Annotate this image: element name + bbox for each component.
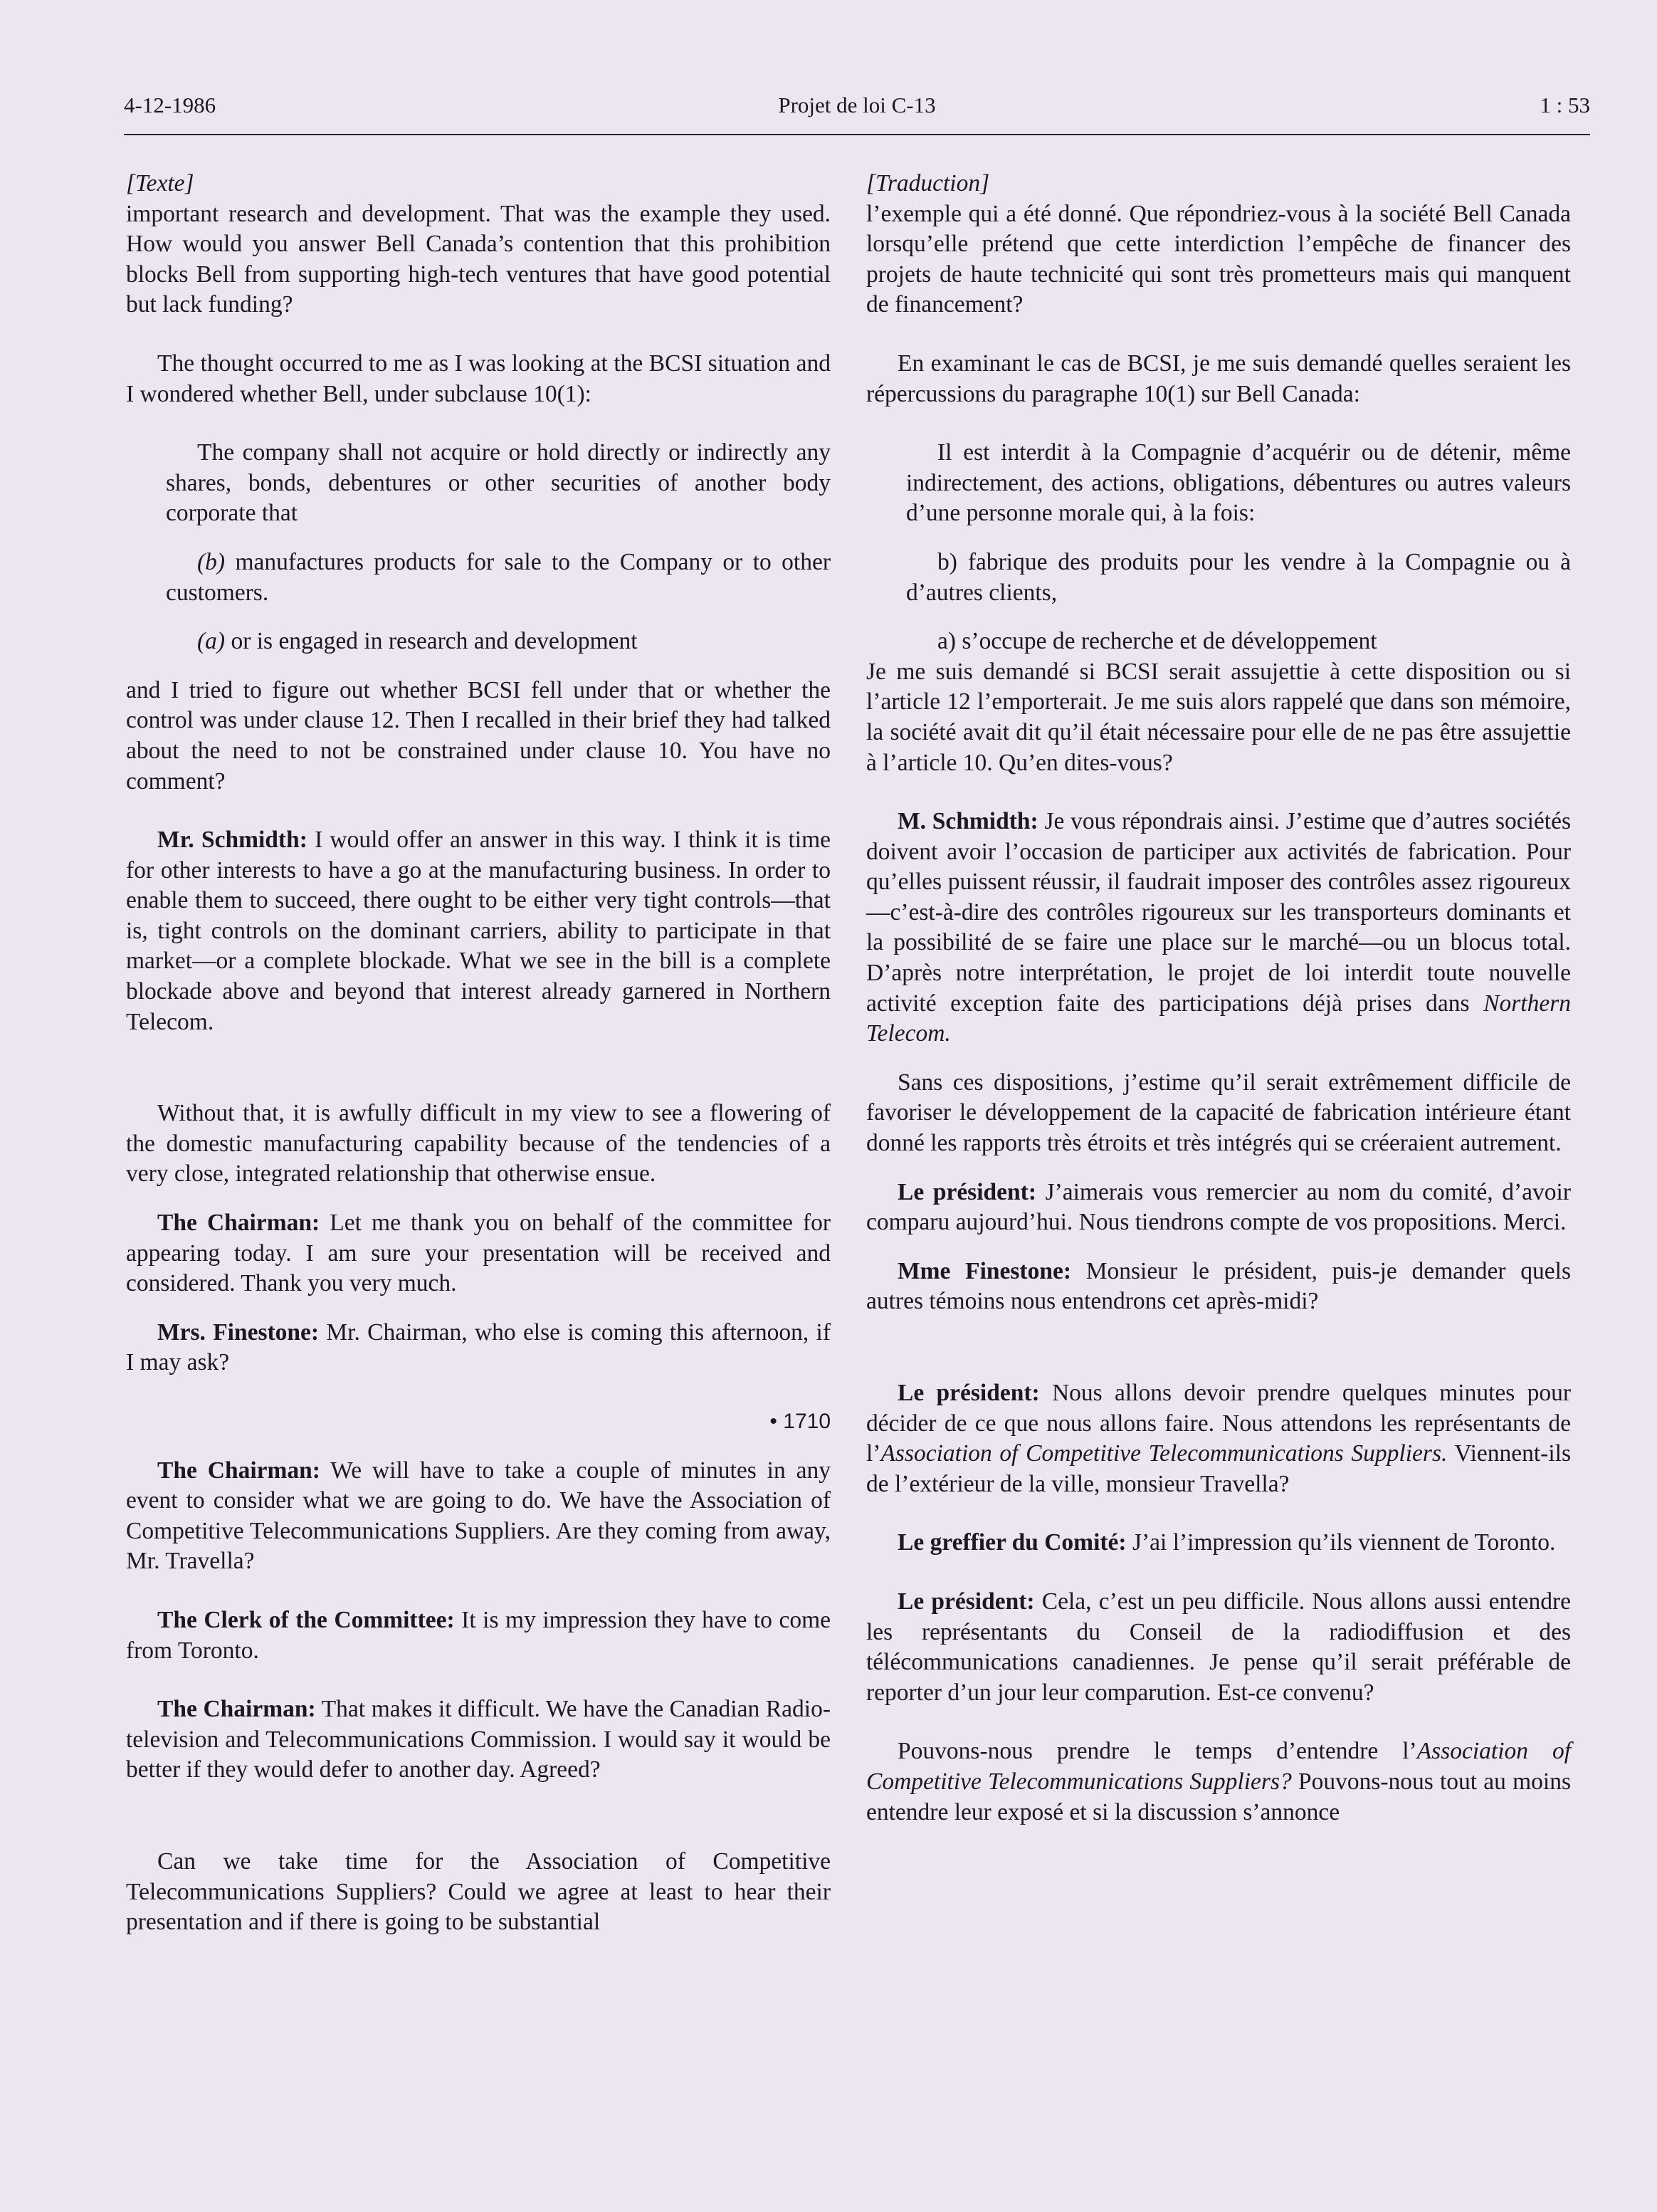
italic-text: Northern Telecom. (866, 990, 1571, 1047)
italic-text: Association of Competitive Telecommunications Suppliers? (866, 1738, 1571, 1795)
language-tag: [Texte] (126, 170, 194, 196)
header-page-number: 1 : 53 (1540, 93, 1590, 117)
speaker-name: Le président: (898, 1178, 1036, 1205)
speech: Mme Finestone: Monsieur le président, puis-je demander quels autres témoins nous entendrons cet après-midi? (866, 1257, 1571, 1315)
page-header (124, 93, 1590, 132)
speech: The Clerk of the Committee: It is my impression they have to come from Toronto. (126, 1606, 831, 1664)
speech: The Chairman: We will have to take a couple of minutes in any event to consider what we are going to do. We have the Association of Competitive Telecommunications Suppliers. Are they coming from away, Mr. Travella? (126, 1457, 831, 1575)
speech: Le président: Cela, c’est un peu difficile. Nous allons aussi entendre les représentants du Conseil de la radiodiffusion et des télécommunications canadiennes. Je pense qu’il serait préférable de reporter d’un jour leur comparution. Est-ce convenu? (866, 1588, 1571, 1706)
speaker-name: Le président: (898, 1380, 1040, 1406)
paragraph: Without that, it is awfully difficult in my view to see a flowering of the domestic manufacturing capability because of the tendencies of a very close, integrated relationship that otherwise ensue. (126, 1100, 831, 1188)
speech: The Chairman: That makes it difficult. We have the Canadian Radio-television and Telecommunications Commission. I would say it would be better if they would defer to another day. Agreed? (126, 1696, 831, 1783)
speaker-name: The Chairman: (157, 1210, 320, 1237)
speech: M. Schmidth: Je vous répondrais ainsi. J’estime que d’autres sociétés doivent avoir l’occasion de participer aux activités de fabrication. Pour qu’elles puissent réussir, il faudrait imposer des contrôles assez rigoureux—c’est-à-dire des contrôles rigoureux sur les transporteurs dominants et la possibilité de se faire une place sur le marché—ou un blocus total. D’après notre interprétation, le projet de loi interdit toute nouvelle activité exception faite des participations déjà prises dans Northern Telecom. (866, 808, 1571, 1047)
paragraph: and I tried to figure out whether BCSI fell under that or whether the control was under clause 12. Then I recalled in their brief they had talked about the need to not be constrained under clause 10. You have no comment? (126, 676, 831, 795)
speaker-name: M. Schmidth: (898, 808, 1038, 835)
paragraph: important research and development. That was the example they used. How would you answer Bell Canada’s contention that this prohibition blocks Bell from supporting high-tech ventures that have good potential but lack funding? (126, 200, 831, 318)
paragraph: En examinant le cas de BCSI, je me suis demandé quelles seraient les répercussions du paragraphe 10(1) sur Bell Canada: (866, 350, 1571, 407)
quotation: The company shall not acquire or hold directly or indirectly any shares, bonds, debentures or other securities of another body corporate that (166, 439, 831, 527)
clause-letter: (a) (197, 628, 226, 655)
language-tag: [Traduction] (866, 170, 990, 196)
header-rule (124, 134, 1590, 135)
paragraph: l’exemple qui a été donné. Que répondriez-vous à la société Bell Canada lorsqu’elle prétend que cette interdiction l’empêche de financer des projets de haute technicité qui sont très prometteurs mais qui manquent de financement? (866, 200, 1571, 318)
italic-text: Association of Competitive Telecommunications Suppliers. (880, 1440, 1448, 1467)
quotation: (b) manufactures products for sale to the Company or to other customers. (166, 548, 831, 606)
speech: Mrs. Finestone: Mr. Chairman, who else is coming this afternoon, if I may ask? (126, 1319, 831, 1376)
paragraph: Can we take time for the Association of Competitive Telecommunications Suppliers? Could we agree at least to hear their presentation and if there is going to be substantial (126, 1847, 831, 1936)
speaker-name: Mr. Schmidth: (157, 827, 307, 854)
clause-letter: (b) (197, 548, 226, 575)
speaker-name: The Chairman: (157, 1696, 316, 1723)
header-date: 4-12-1986 (124, 93, 216, 117)
speaker-name: Le président: (898, 1588, 1035, 1615)
speaker-name: The Clerk of the Committee: (157, 1606, 455, 1633)
paragraph: The thought occurred to me as I was looking at the BCSI situation and I wondered whether Bell, under subclause 10(1): (126, 350, 831, 407)
quotation: b) fabrique des produits pour les vendre à la Compagnie ou à d’autres clients, (906, 548, 1571, 606)
paragraph: Pouvons-nous prendre le temps d’entendre l’Association of Competitive Telecommunications Suppliers? Pouvons-nous tout au moins entendre leur exposé et si la discussion s’annonce (866, 1738, 1571, 1825)
speaker-name: Mme Finestone: (898, 1257, 1071, 1284)
speaker-name: Mrs. Finestone: (157, 1319, 320, 1346)
speaker-name: Le greffier du Comité: (898, 1529, 1127, 1556)
speech: Mr. Schmidth: I would offer an answer in this way. I think it is time for other interests to have a go at the manufacturing business. In order to enable them to succeed, there ought to be either very tight controls—that is, tight controls on the dominant carriers, ability to participate in that market—or a complete blockade. What we see in the bill is a complete blockade above and beyond that interest already garnered in Northern Telecom. (126, 827, 831, 1035)
header-title: Projet de loi C-13 (778, 93, 936, 117)
english-column (126, 169, 831, 1938)
speech: Le président: Nous allons devoir prendre quelques minutes pour décider de ce que nous allons faire. Nous attendons les représentants de l’Association of Competitive Telecommunications Suppliers. Viennent-ils de l’extérieur de la ville, monsieur Travella? (866, 1380, 1571, 1497)
paragraph: Je me suis demandé si BCSI serait assujettie à cette disposition ou si l’article 12 l’emporterait. Je me suis alors rappelé que dans son mémoire, la société avait dit qu’il était nécessaire pour elle de ne pas être assujettie à l’article 10. Qu’en dites-vous? (866, 658, 1571, 776)
speaker-name: The Chairman: (157, 1457, 320, 1484)
time-marker: • 1710 (769, 1410, 831, 1433)
paragraph: Sans ces dispositions, j’estime qu’il serait extrêmement difficile de favoriser le développement de la capacité de fabrication intérieure étant donné les rapports très étroits et très intégrés qui se créeraient autrement. (866, 1069, 1571, 1157)
speech: The Chairman: Let me thank you on behalf of the committee for appearing today. I am sure your presentation will be received and considered. Thank you very much. (126, 1210, 831, 1297)
speech: Le président: J’aimerais vous remercier au nom du comité, d’avoir comparu aujourd’hui. Nous tiendrons compte de vos propositions. Merci. (866, 1178, 1571, 1236)
speech: Le greffier du Comité: J’ai l’impression qu’ils viennent de Toronto. (898, 1529, 1556, 1556)
quotation: a) s’occupe de recherche et de développement (937, 628, 1377, 655)
quotation: (a) or is engaged in research and development (197, 628, 638, 655)
quotation: Il est interdit à la Compagnie d’acquérir ou de détenir, même indirectement, des actions, obligations, débentures ou autres valeurs d’une personne morale qui, à la fois: (906, 439, 1571, 527)
french-column (866, 169, 1571, 1828)
